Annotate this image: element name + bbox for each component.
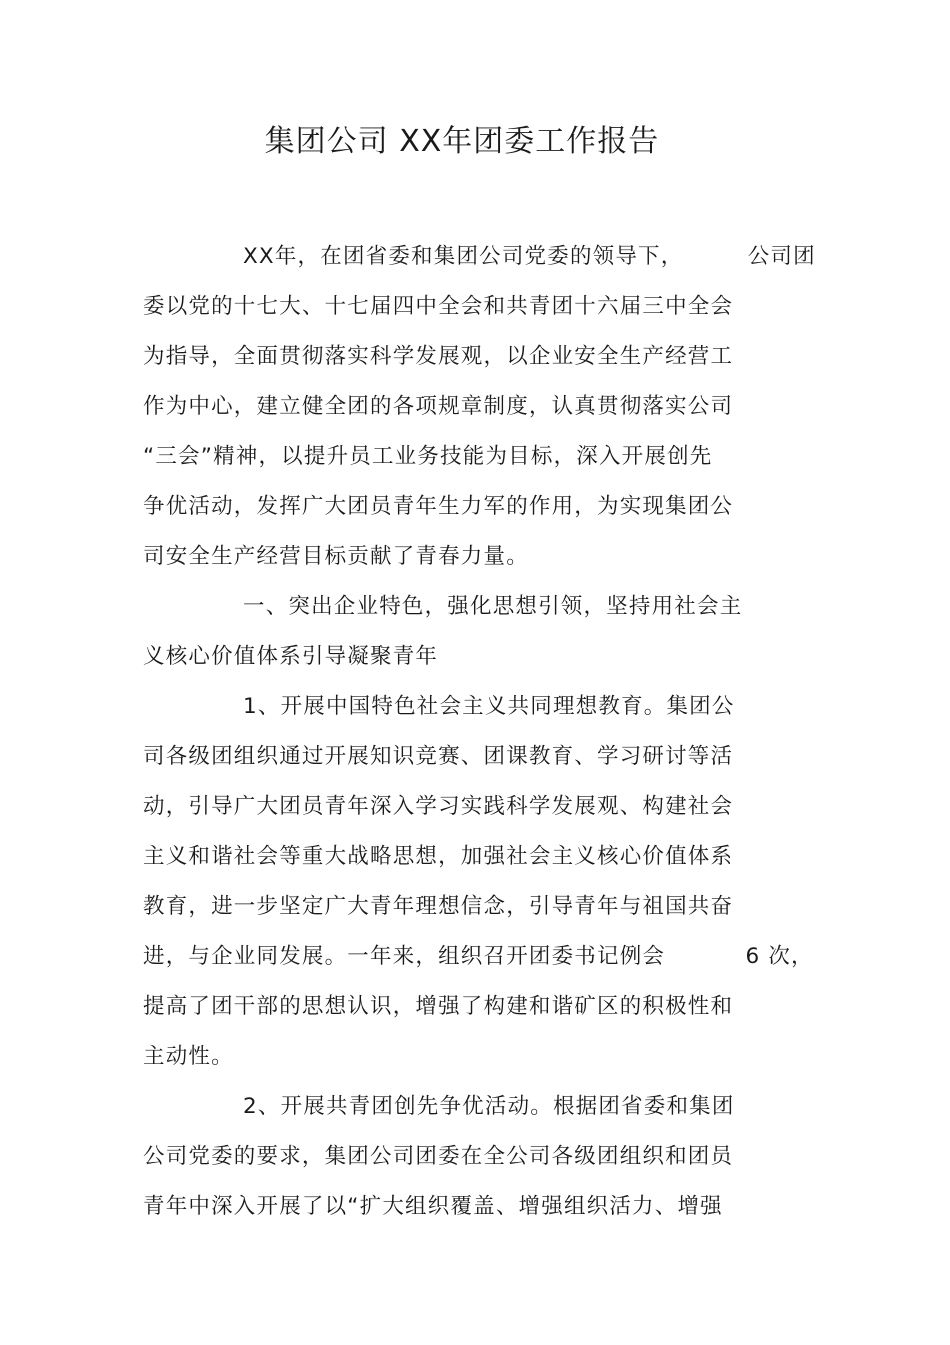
document-body bbox=[143, 238, 816, 1238]
body-line: 作为中心，建立健全团的各项规章制度，认真贯彻落实公司 bbox=[143, 394, 734, 419]
body-line: 公司党委的要求，集团公司团委在全公司各级团组织和团员 bbox=[143, 1144, 734, 1169]
section-heading-line: 一、突出企业特色，强化思想引领，坚持用社会主 bbox=[243, 594, 743, 619]
document-title: 集团公司 XX年团委工作报告 bbox=[264, 124, 660, 159]
body-line: 动，引导广大团员青年深入学习实践科学发展观、构建社会 bbox=[143, 794, 734, 819]
body-line: 进，与企业同发展。一年来，组织召开团委书记例会 6 次， bbox=[143, 944, 814, 969]
body-line: 1、开展中国特色社会主义共同理想教育。集团公 bbox=[243, 694, 735, 719]
body-line: 主义和谐社会等重大战略思想，加强社会主义核心价值体系 bbox=[143, 844, 734, 869]
body-line: 委以党的十七大、十七届四中全会和共青团十六届三中全会 bbox=[143, 294, 734, 319]
body-line: 主动性。 bbox=[143, 1044, 234, 1069]
body-line: 教育，进一步坚定广大青年理想信念，引导青年与祖国共奋 bbox=[143, 894, 734, 919]
body-line: 为指导，全面贯彻落实科学发展观，以企业安全生产经营工 bbox=[143, 344, 734, 369]
body-line: 2、开展共青团创先争优活动。根据团省委和集团 bbox=[243, 1094, 735, 1119]
body-line: 争优活动，发挥广大团员青年生力军的作用，为实现集团公 bbox=[143, 494, 734, 519]
body-line: 青年中深入开展了以“扩大组织覆盖、增强组织活力、增强 bbox=[143, 1194, 723, 1219]
body-line: XX年，在团省委和集团公司党委的领导下， 公司团 bbox=[243, 244, 816, 269]
body-line: “三会”精神，以提升员工业务技能为目标，深入开展创先 bbox=[143, 444, 713, 469]
body-line: 司安全生产经营目标贡献了青春力量。 bbox=[143, 544, 529, 569]
section-heading-line: 义核心价值体系引导凝聚青年 bbox=[143, 644, 439, 669]
body-line: 提高了团干部的思想认识，增强了构建和谐矿区的积极性和 bbox=[143, 994, 734, 1019]
body-line: 司各级团组织通过开展知识竞赛、团课教育、学习研讨等活 bbox=[143, 744, 734, 769]
